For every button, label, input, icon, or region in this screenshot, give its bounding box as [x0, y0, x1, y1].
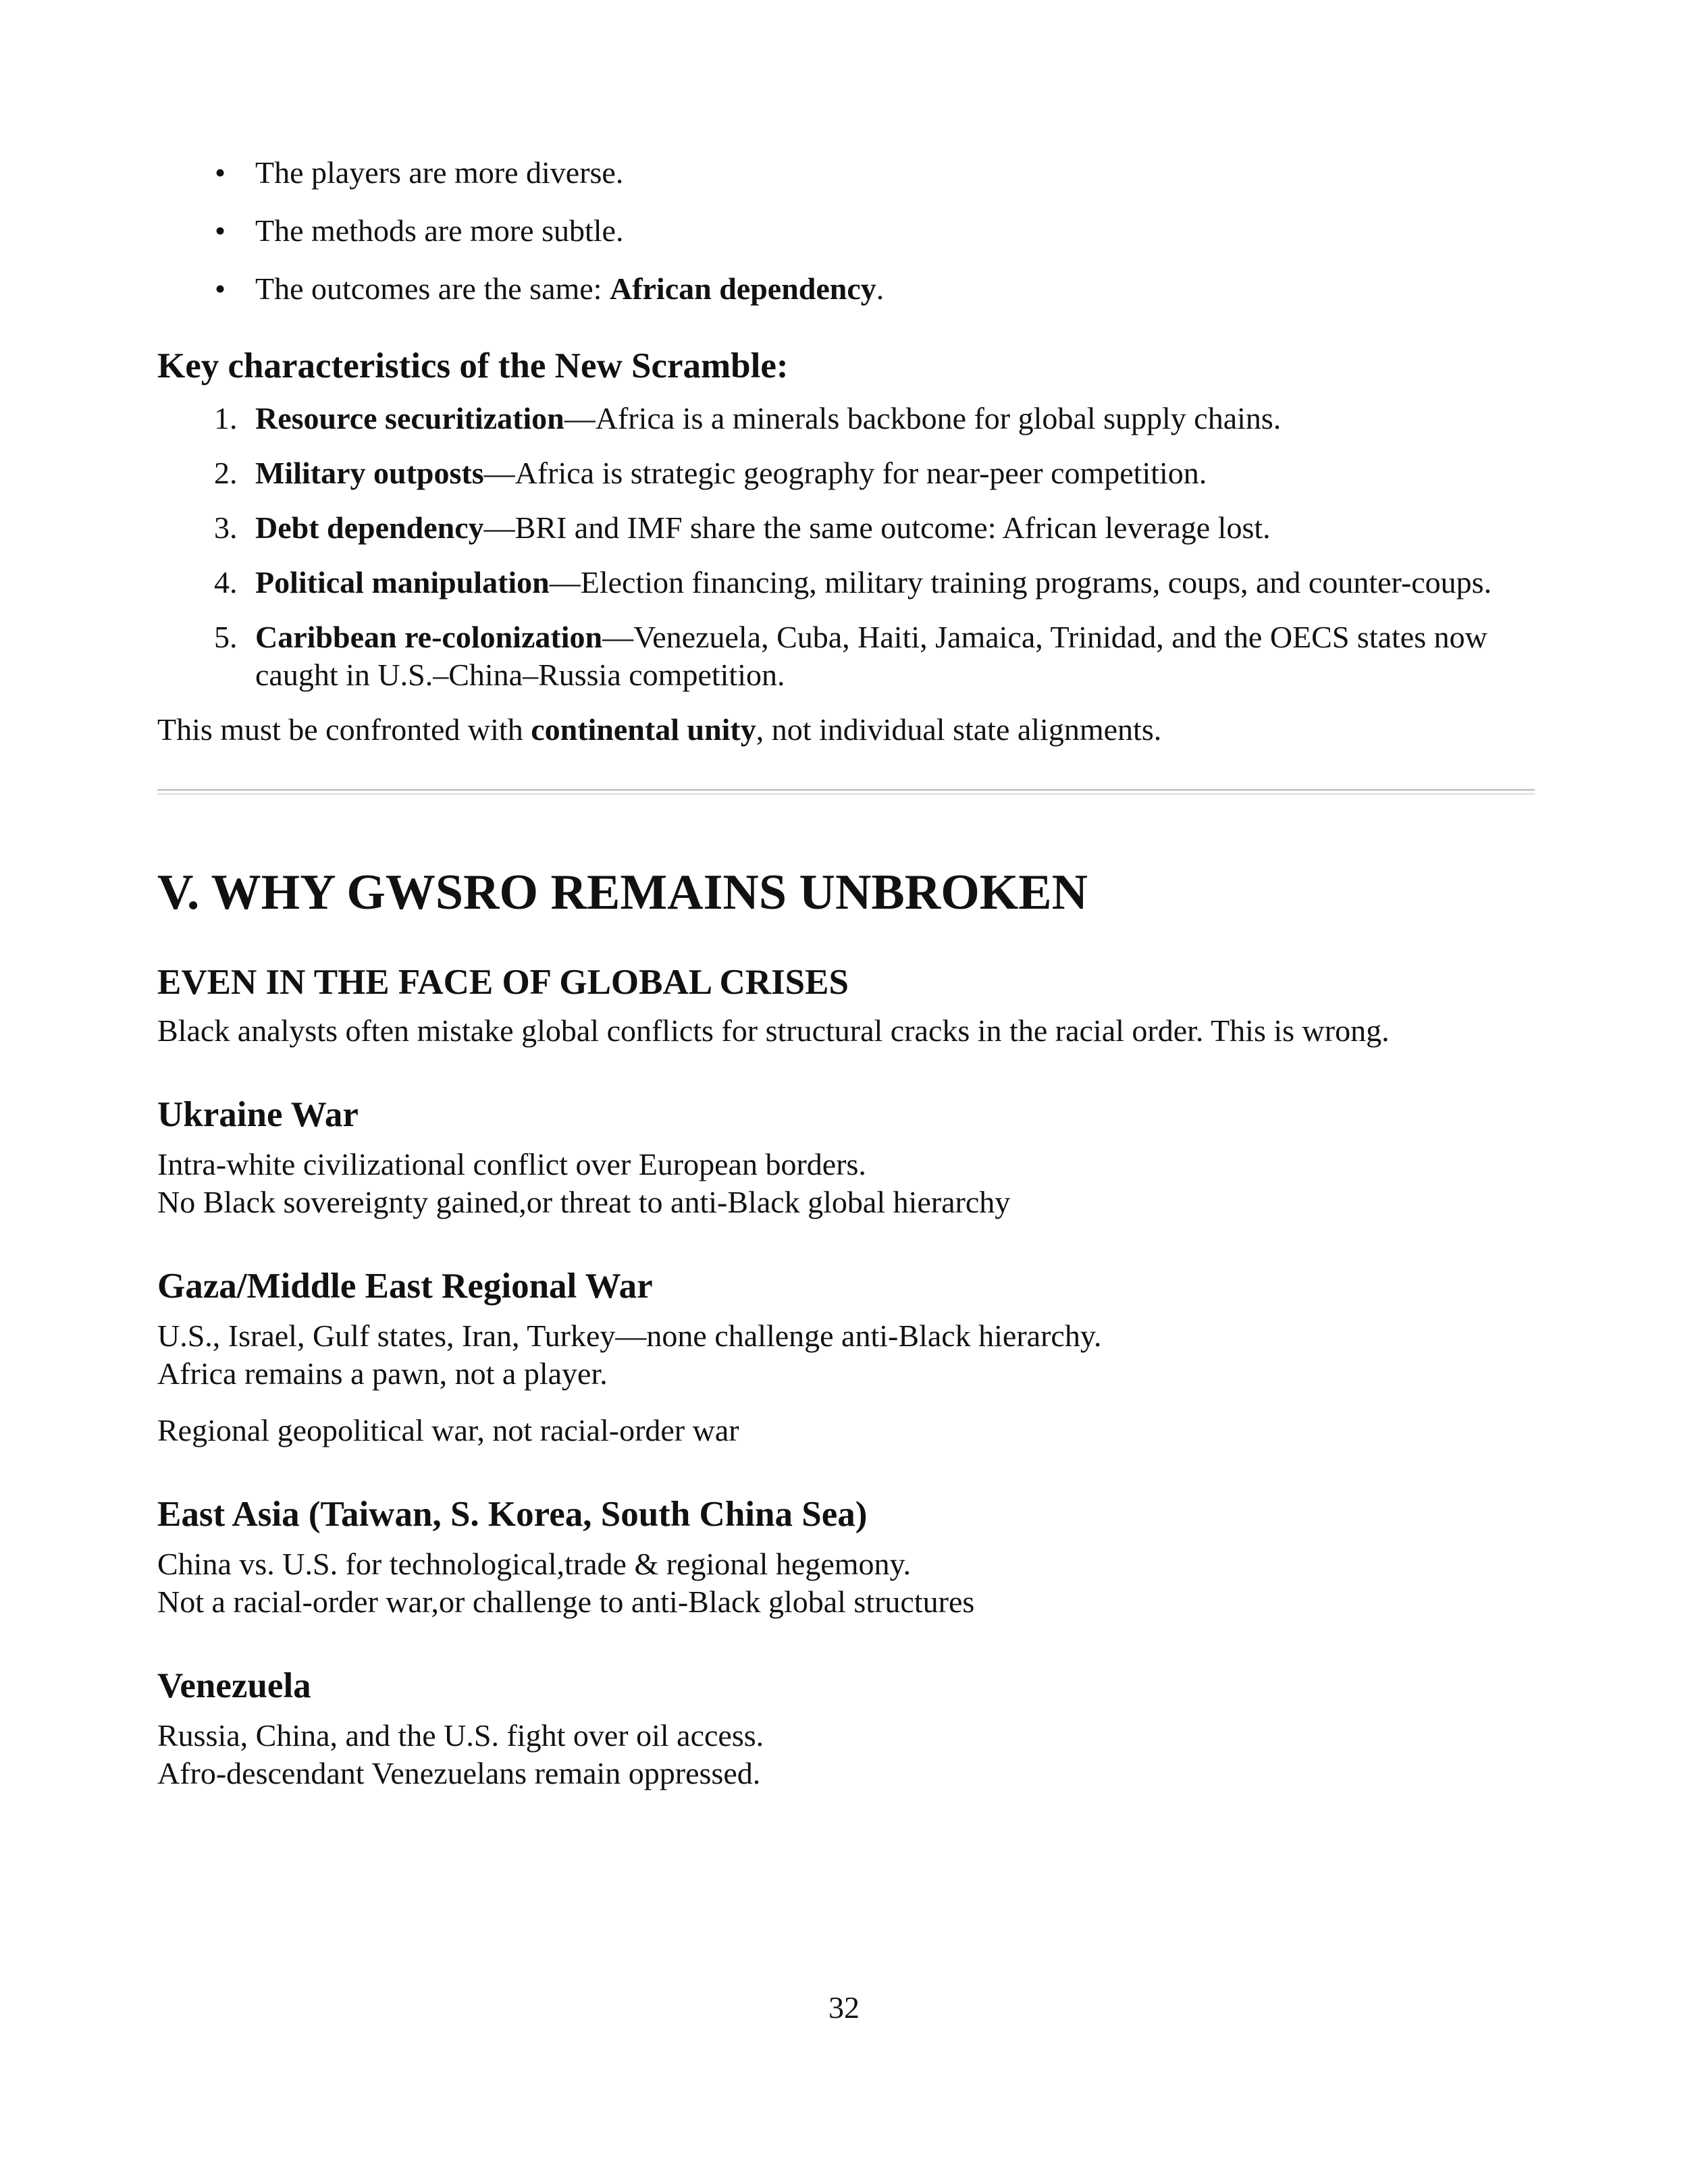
- case-paragraph: [157, 1717, 1535, 1792]
- list-item: [157, 270, 1535, 308]
- case-gaza: [157, 1264, 1535, 1449]
- case-paragraph: Regional geopolitical war, not racial-order war: [157, 1413, 739, 1447]
- bullet-icon: •: [215, 271, 226, 306]
- case-title: East Asia (Taiwan, S. Korea, South China Sea): [157, 1495, 868, 1534]
- item-description: —Africa is strategic geography for near-peer competition.: [483, 456, 1207, 490]
- case-venezuela: [157, 1664, 1535, 1792]
- confront-text-end: , not individual state alignments.: [756, 712, 1162, 747]
- case-line: Intra-white civilizational conflict over European borders.: [157, 1147, 866, 1181]
- confront-text: This must be confronted with: [157, 712, 531, 747]
- numbered-list: [157, 400, 1535, 694]
- item-term: Caribbean re-colonization: [255, 620, 603, 654]
- bullet-text: The players are more diverse.: [255, 155, 624, 190]
- case-ukraine: [157, 1093, 1535, 1221]
- page-number: 32: [828, 1990, 860, 2025]
- case-east-asia: [157, 1493, 1535, 1621]
- horizontal-divider: [157, 789, 1535, 795]
- case-paragraph: [157, 1146, 1535, 1221]
- item-description: —Venezuela, Cuba, Haiti, Jamaica, Trinidad, and the OECS states now caught in U.S.–China–Russia competition.: [255, 620, 1487, 692]
- item-description: —Election financing, military training programs, coups, and counter-coups.: [549, 565, 1492, 600]
- list-number: 3.: [214, 510, 238, 545]
- confront-bold: continental unity: [531, 712, 756, 747]
- intro-paragraph: Black analysts often mistake global conflicts for structural cracks in the racial order. This is wrong.: [157, 1013, 1390, 1048]
- case-paragraph: [157, 1317, 1535, 1393]
- case-line: Not a racial-order war,or challenge to anti-Black global structures: [157, 1584, 975, 1619]
- bullet-bold-text: African dependency: [609, 271, 876, 306]
- list-item: [157, 509, 1535, 547]
- list-item: [157, 154, 1535, 192]
- list-number: 4.: [214, 565, 238, 600]
- list-number: 2.: [214, 456, 238, 490]
- item-term: Military outposts: [255, 456, 484, 490]
- list-number: 5.: [214, 620, 238, 654]
- list-item: [157, 212, 1535, 250]
- section-subtitle: EVEN IN THE FACE OF GLOBAL CRISES: [157, 963, 849, 1002]
- page-content: [157, 154, 1535, 1792]
- case-title: Gaza/Middle East Regional War: [157, 1267, 653, 1306]
- case-line: Russia, China, and the U.S. fight over oil access.: [157, 1718, 764, 1753]
- bullet-text: The outcomes are the same:: [255, 271, 610, 306]
- bullet-icon: •: [215, 213, 226, 248]
- bullet-text: The methods are more subtle.: [255, 213, 624, 248]
- case-line: China vs. U.S. for technological,trade & regional hegemony.: [157, 1547, 912, 1581]
- bullet-list: [157, 154, 1535, 308]
- case-line: No Black sovereignty gained,or threat to anti-Black global hierarchy: [157, 1185, 1011, 1219]
- item-description: —Africa is a minerals backbone for global supply chains.: [564, 401, 1282, 435]
- item-term: Political manipulation: [255, 565, 550, 600]
- list-number: 1.: [214, 401, 238, 435]
- case-title: Ukraine War: [157, 1095, 359, 1134]
- list-item: [157, 400, 1535, 437]
- confront-paragraph: [157, 711, 1535, 749]
- case-line: U.S., Israel, Gulf states, Iran, Turkey—none challenge anti-Black hierarchy.: [157, 1319, 1102, 1353]
- bullet-text-end: .: [876, 271, 885, 306]
- key-characteristics-heading: Key characteristics of the New Scramble:: [157, 346, 789, 385]
- bullet-icon: •: [215, 155, 226, 190]
- list-item: [157, 618, 1535, 694]
- case-title: Venezuela: [157, 1666, 311, 1705]
- section-title: V. WHY GWSRO REMAINS UNBROKEN: [157, 865, 1088, 920]
- list-item: [157, 564, 1535, 602]
- case-line: Africa remains a pawn, not a player.: [157, 1356, 608, 1391]
- item-description: —BRI and IMF share the same outcome: African leverage lost.: [483, 510, 1271, 545]
- item-term: Resource securitization: [255, 401, 564, 435]
- case-line: Afro-descendant Venezuelans remain oppressed.: [157, 1756, 761, 1790]
- case-paragraph: [157, 1545, 1535, 1621]
- list-item: [157, 454, 1535, 492]
- item-term: Debt dependency: [255, 510, 484, 545]
